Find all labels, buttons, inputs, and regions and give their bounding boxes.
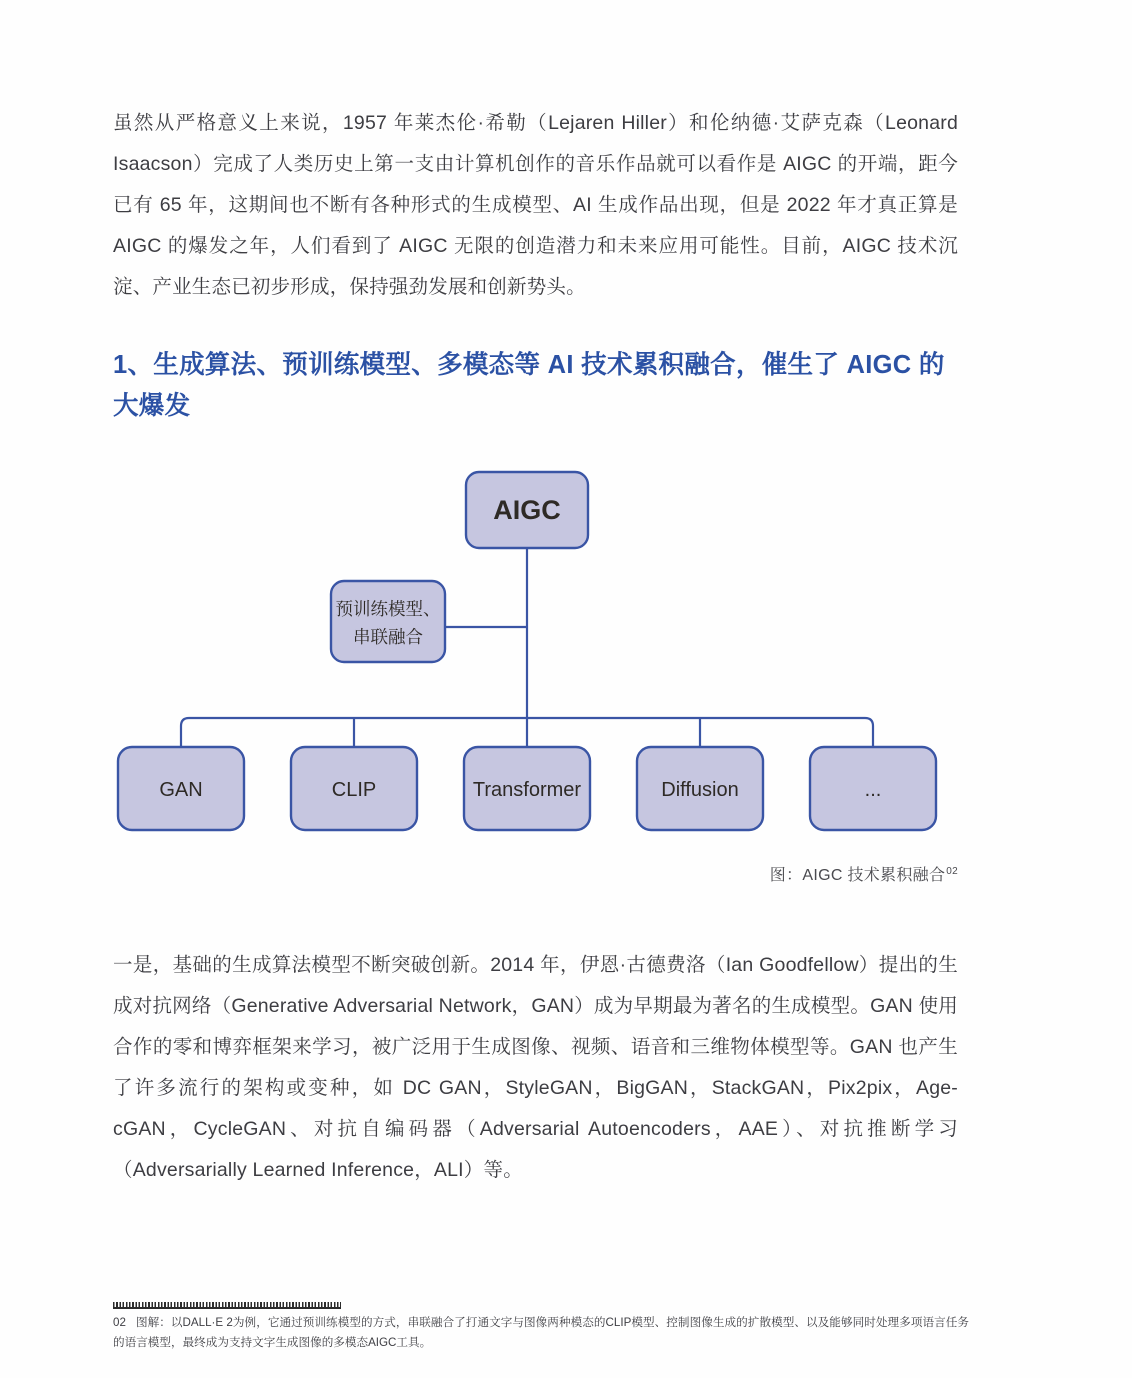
diagram-node-gan <box>118 747 244 830</box>
intro-paragraph-block <box>113 103 958 308</box>
diagram-node-pretrained-fusion-label-line2: 串联融合 <box>353 627 423 647</box>
gan-paragraph-block <box>113 945 958 1191</box>
footnote-text: 图解：以DALL·E 2为例，它通过预训练模型的方式，串联融合了打通文字与图像两种模态的CLIP模型、控制图像生成的扩散模型、以及能够同时处理多项语言任务的语言模型，最终成为支持文字生成图像的多模态AIGC工具。 <box>113 1316 969 1349</box>
diagram-connectors <box>181 548 873 747</box>
diagram-node-transformer <box>464 747 590 830</box>
diagram-node-aigc <box>466 472 588 548</box>
diagram-node-ellipsis <box>810 747 936 830</box>
diagram-node-aigc-label: AIGC <box>493 495 561 525</box>
figure-caption <box>113 862 958 885</box>
diagram-node-diffusion <box>637 747 763 830</box>
diagram-node-gan-label: GAN <box>159 779 203 801</box>
diagram-node-pretrained-fusion-label-line1: 预训练模型、 <box>335 599 441 619</box>
footnote-divider <box>113 1302 341 1309</box>
diagram-node-clip-label: CLIP <box>331 779 377 801</box>
intro-paragraph-text: 虽然从严格意义上来说，1957 年莱杰伦·希勒（Lejaren Hiller）和伦纳德·艾萨克森（Leonard Isaacson）完成了人类历史上第一支由计算机创作的音乐作品就可以看作是 AIGC 的开端，距今已有 65 年，这期间也不断有各种形式的生成模型、AI 生成作品出现，但是 2022 年才真正算是 AIGC 的爆发之年，人们看到了 AIGC 无限的创造潜力和未来应用可能性。目前，AIGC 技术沉淀、产业生态已初步形成，保持强劲发展和创新势头。 <box>113 112 958 298</box>
diagram-node-clip <box>291 747 417 830</box>
diagram-node-pretrained-fusion <box>331 581 445 662</box>
footnote <box>113 1313 969 1352</box>
aigc-tech-fusion-diagram <box>113 455 958 850</box>
diagram-node-ellipsis-label: ... <box>864 779 882 801</box>
gan-paragraph-text: 一是，基础的生成算法模型不断突破创新。2014 年，伊恩·古德费洛（Ian Goodfellow）提出的生成对抗网络（Generative Adversarial Network，GAN）成为早期最为著名的生成模型。GAN 使用合作的零和博弈框架来学习，被广泛用于生成图像、视频、语音和三维物体模型等。GAN 也产生了许多流行的架构或变种，如 DC GAN，StyleGAN，BigGAN，StackGAN，Pix2pix，Age-cGAN，CycleGAN、对抗自编码器（Adversarial Autoencoders，AAE）、对抗推断学习（Adversarially Learned Inference，ALI）等。 <box>113 954 958 1181</box>
figure-caption-text: 图：AIGC 技术累积融合 <box>769 867 946 884</box>
section-heading: 1、生成算法、预训练模型、多模态等 AI 技术累积融合，催生了 AIGC 的大爆发 <box>113 351 945 420</box>
diagram-node-diffusion-label: Diffusion <box>661 779 739 801</box>
figure-caption-footnote-ref: 02 <box>946 865 958 877</box>
diagram-node-transformer-label: Transformer <box>472 779 582 801</box>
footnote-number: 02 <box>113 1316 126 1329</box>
